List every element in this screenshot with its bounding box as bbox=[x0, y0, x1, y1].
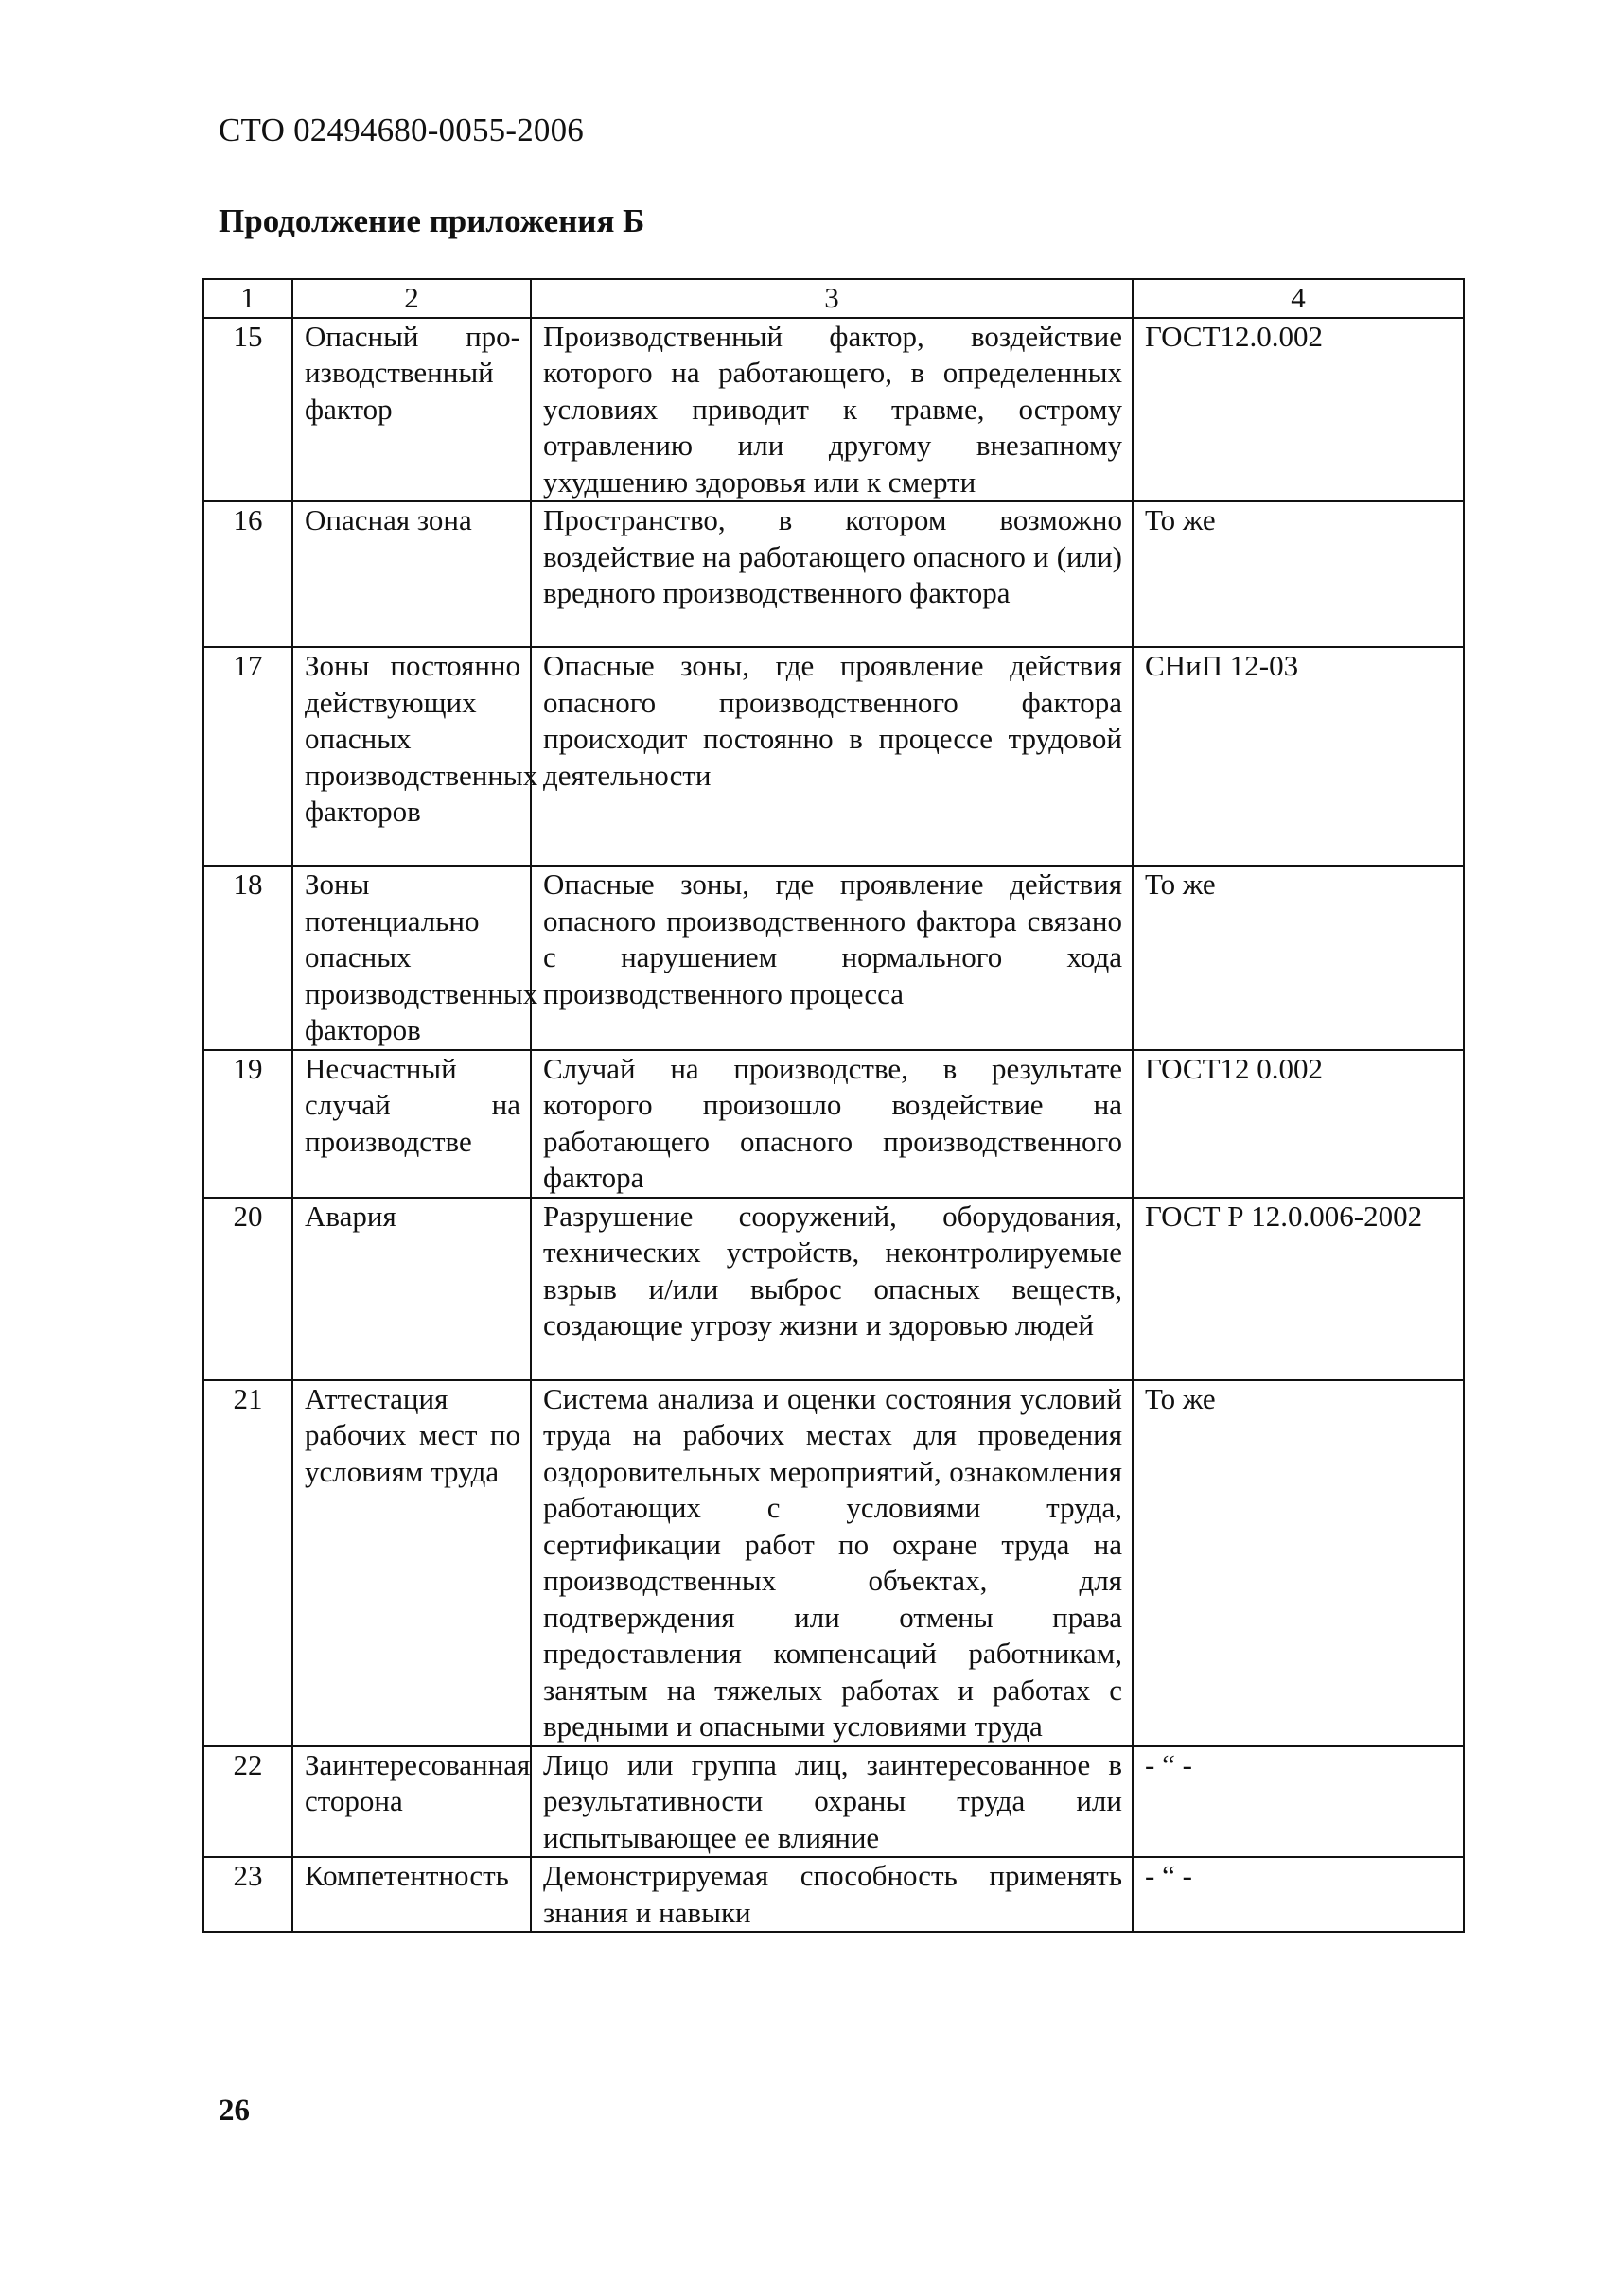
term-definition: Опасные зоны, где проявление действия опасного производственного фактора связано с нарушением нормального хода производственного процесса bbox=[531, 866, 1133, 1050]
row-number: 16 bbox=[203, 501, 292, 647]
term-source: То же bbox=[1133, 1380, 1464, 1746]
column-header-2: 2 bbox=[292, 279, 531, 318]
term-name: Опасный про-изводственный фактор bbox=[292, 318, 531, 502]
term-source: СНиП 12-03 bbox=[1133, 647, 1464, 866]
term-definition: Демонстрируемая способность применять знания и навыки bbox=[531, 1857, 1133, 1932]
terms-table bbox=[202, 278, 1465, 1933]
term-source: То же bbox=[1133, 501, 1464, 647]
term-name: Авария bbox=[292, 1198, 531, 1380]
table-row bbox=[203, 318, 1464, 502]
row-number: 20 bbox=[203, 1198, 292, 1380]
term-definition: Производственный фактор, воздействие которого на работающего, в определенных условиях приводит к травме, острому отравлению или другому внезапному ухудшению здоровья или к смерти bbox=[531, 318, 1133, 502]
term-name: Опасная зона bbox=[292, 501, 531, 647]
row-number: 18 bbox=[203, 866, 292, 1050]
table-row bbox=[203, 501, 1464, 647]
term-definition: Система анализа и оценки состояния условий труда на рабочих местах для проведения оздоровительных мероприятий, ознакомления работающих с условиями труда, сертификации работ по охране труда на производственных объектах, для подтверждения или отмены права предоставления компенсаций работникам, занятым на тяжелых работах и работах с вредными и опасными условиями труда bbox=[531, 1380, 1133, 1746]
term-definition: Опасные зоны, где проявление действия опасного производственного фактора происходит постоянно в процессе трудовой деятельности bbox=[531, 647, 1133, 866]
term-source: То же bbox=[1133, 866, 1464, 1050]
row-number: 21 bbox=[203, 1380, 292, 1746]
term-definition: Пространство, в котором возможно воздействие на работающего опасного и (или) вредного производственного фактора bbox=[531, 501, 1133, 647]
appendix-continuation-title: Продолжение приложения Б bbox=[219, 202, 645, 239]
document-code: СТО 02494680-0055-2006 bbox=[219, 112, 584, 149]
term-name: Зоны постоянно действующих опасных производственных факторов bbox=[292, 647, 531, 866]
table-row bbox=[203, 1857, 1464, 1932]
column-header-4: 4 bbox=[1133, 279, 1464, 318]
table-row bbox=[203, 1380, 1464, 1746]
term-name: Аттестация рабочих мест по условиям труда bbox=[292, 1380, 531, 1746]
row-number: 17 bbox=[203, 647, 292, 866]
term-definition: Разрушение сооружений, оборудования, технических устройств, неконтролируемые взрыв и/или выброс опасных веществ, создающие угрозу жизни и здоровью людей bbox=[531, 1198, 1133, 1380]
column-header-1: 1 bbox=[203, 279, 292, 318]
row-number: 19 bbox=[203, 1050, 292, 1198]
term-source: ГОСТ Р 12.0.006-2002 bbox=[1133, 1198, 1464, 1380]
table-row bbox=[203, 1050, 1464, 1198]
term-source: - “ - bbox=[1133, 1746, 1464, 1858]
term-definition: Лицо или группа лиц, заинтересованное в результативности охраны труда или испытывающее ее влияние bbox=[531, 1746, 1133, 1858]
term-name: Несчастный случай на производстве bbox=[292, 1050, 531, 1198]
row-number: 22 bbox=[203, 1746, 292, 1858]
table-row bbox=[203, 866, 1464, 1050]
page-number: 26 bbox=[219, 2094, 250, 2128]
row-number: 15 bbox=[203, 318, 292, 502]
table-row bbox=[203, 1746, 1464, 1858]
term-name: Зоны потенциально опасных производственных факторов bbox=[292, 866, 531, 1050]
term-name: Компетентность bbox=[292, 1857, 531, 1932]
table-header-row bbox=[203, 279, 1464, 318]
column-header-3: 3 bbox=[531, 279, 1133, 318]
table-row bbox=[203, 647, 1464, 866]
term-source: - “ - bbox=[1133, 1857, 1464, 1932]
term-definition: Случай на производстве, в результате которого произошло воздействие на работающего опасного производственного фактора bbox=[531, 1050, 1133, 1198]
term-source: ГОСТ12.0.002 bbox=[1133, 318, 1464, 502]
row-number: 23 bbox=[203, 1857, 292, 1932]
table-row bbox=[203, 1198, 1464, 1380]
term-name: Заинтересованная сторона bbox=[292, 1746, 531, 1858]
term-source: ГОСТ12 0.002 bbox=[1133, 1050, 1464, 1198]
